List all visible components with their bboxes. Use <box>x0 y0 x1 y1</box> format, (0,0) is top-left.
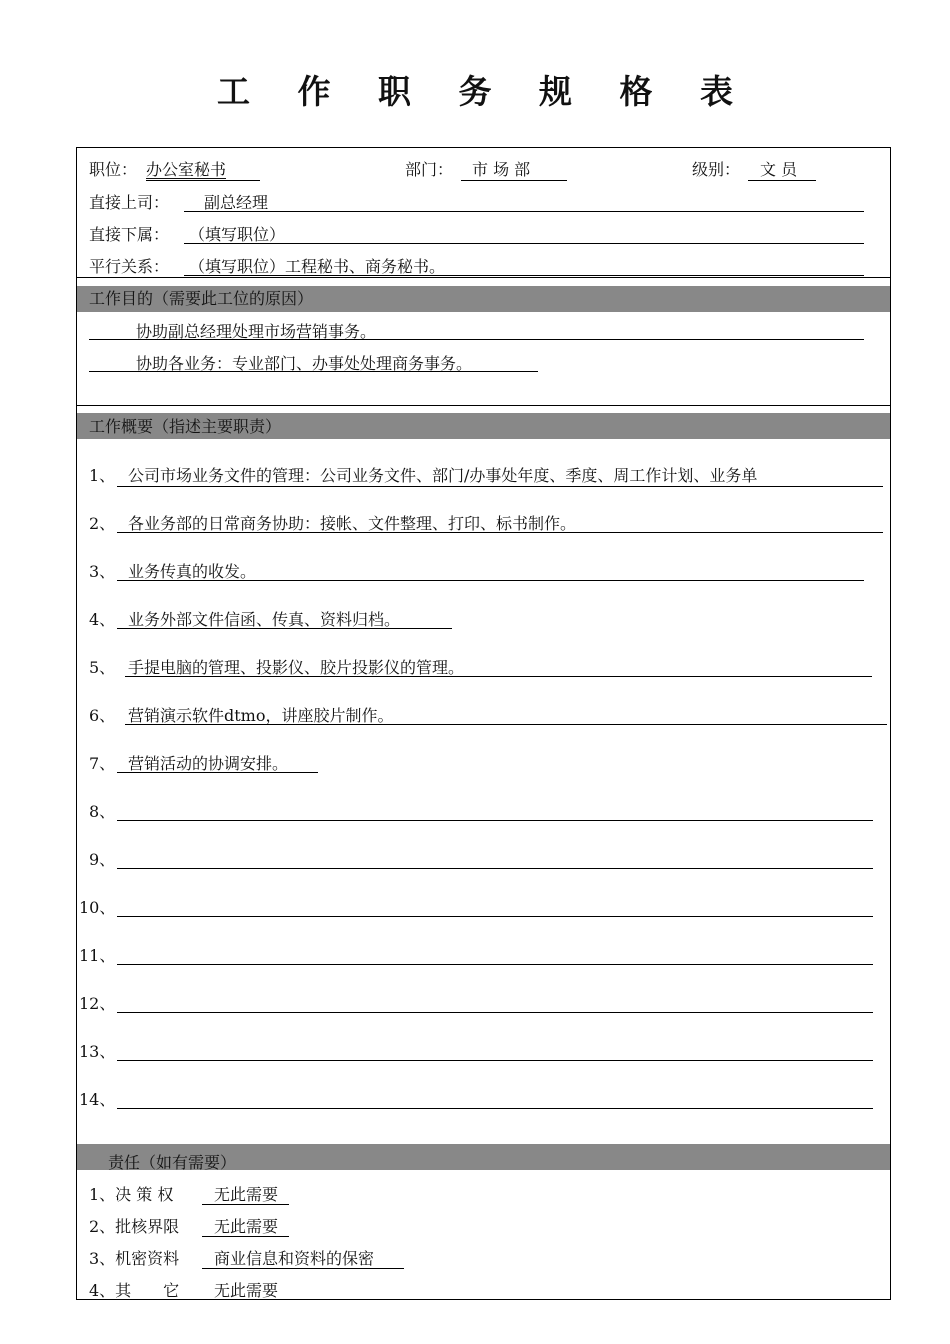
responsibility-value: 无此需要 <box>214 1185 279 1204</box>
purpose-line-1: 协助副总经理处理市场营销事务。 <box>136 322 377 341</box>
summary-text: 手提电脑的管理、投影仪、胶片投影仪的管理。 <box>128 658 465 677</box>
summary-num: 13、 <box>79 1042 116 1061</box>
responsibility-value: 无此需要 <box>214 1217 279 1236</box>
responsibility-label: 2、批核界限 <box>89 1217 180 1236</box>
purpose-line-2: 协助各业务：专业部门、办事处处理商务事务。 <box>136 354 473 373</box>
summary-text: 公司市场业务文件的管理：公司业务文件、部门/办事处年度、季度、周工作计划、业务单 <box>128 466 758 485</box>
page-title: 工 作 职 务 规 格 表 <box>217 72 751 111</box>
summary-underline <box>125 724 887 725</box>
summary-num: 7、 <box>89 754 116 773</box>
subordinate-value: （填写职位） <box>189 225 286 244</box>
responsibility-label: 1、决 策 权 <box>89 1185 174 1204</box>
position-value: 办公室秘书 <box>146 160 227 179</box>
section-divider <box>76 405 891 406</box>
supervisor-label: 直接上司： <box>89 193 170 212</box>
summary-underline <box>117 916 873 917</box>
summary-underline <box>117 580 864 581</box>
level-label: 级别： <box>692 160 741 179</box>
parallel-label: 平行关系： <box>89 257 170 276</box>
level-value: 文 员 <box>760 160 798 179</box>
summary-text: 营销活动的协调安排。 <box>128 754 289 773</box>
summary-text: 各业务部的日常商务协助：接帐、文件整理、打印、标书制作。 <box>128 514 577 533</box>
summary-underline <box>117 772 318 773</box>
responsibility-label: 4、其 它 <box>89 1281 180 1300</box>
responsibility-value: 商业信息和资料的保密 <box>214 1249 375 1268</box>
summary-underline <box>117 532 883 533</box>
level-underline <box>748 180 816 181</box>
summary-underline <box>117 628 452 629</box>
department-value: 市 场 部 <box>472 160 531 179</box>
supervisor-value: 副总经理 <box>204 193 269 212</box>
section-divider <box>76 277 891 278</box>
summary-underline <box>117 1108 873 1109</box>
purpose-underline-2 <box>89 371 538 372</box>
summary-underline <box>117 964 873 965</box>
summary-underline <box>117 868 873 869</box>
summary-num: 1、 <box>89 466 116 485</box>
summary-underline <box>117 486 883 487</box>
parallel-value: （填写职位）工程秘书、商务秘书。 <box>189 257 446 276</box>
responsibility-underline <box>202 1268 404 1269</box>
subordinate-label: 直接下属： <box>89 225 170 244</box>
responsibility-underline <box>202 1236 289 1237</box>
position-underline <box>146 180 260 181</box>
summary-underline <box>117 1060 873 1061</box>
responsibility-label: 3、机密资料 <box>89 1249 180 1268</box>
responsibility-underline <box>202 1204 289 1205</box>
summary-num: 10、 <box>79 898 116 917</box>
department-underline <box>461 180 567 181</box>
summary-num: 3、 <box>89 562 116 581</box>
summary-text: 营销演示软件dtmo，讲座胶片制作。 <box>128 706 394 725</box>
summary-text: 业务外部文件信函、传真、资料归档。 <box>128 610 401 629</box>
summary-num: 8、 <box>89 802 116 821</box>
summary-underline <box>125 676 872 677</box>
summary-num: 11、 <box>79 946 116 965</box>
purpose-heading: 工作目的（需要此工位的原因） <box>89 289 314 308</box>
subordinate-underline <box>184 243 864 244</box>
responsibility-value: 无此需要 <box>214 1281 279 1300</box>
summary-num: 9、 <box>89 850 116 869</box>
responsibility-heading: 责任（如有需要） <box>108 1153 237 1172</box>
summary-text: 业务传真的收发。 <box>128 562 257 581</box>
summary-num: 2、 <box>89 514 116 533</box>
department-label: 部门： <box>405 160 454 179</box>
purpose-underline-1 <box>89 339 864 340</box>
summary-heading: 工作概要（指述主要职责） <box>89 417 282 436</box>
supervisor-underline <box>184 211 864 212</box>
summary-underline <box>117 1012 873 1013</box>
position-label: 职位： <box>89 160 138 179</box>
summary-num: 5、 <box>89 658 116 677</box>
summary-num: 14、 <box>79 1090 116 1109</box>
summary-underline <box>117 820 873 821</box>
summary-num: 6、 <box>89 706 116 725</box>
summary-num: 4、 <box>89 610 116 629</box>
summary-num: 12、 <box>79 994 116 1013</box>
parallel-underline <box>184 275 864 276</box>
